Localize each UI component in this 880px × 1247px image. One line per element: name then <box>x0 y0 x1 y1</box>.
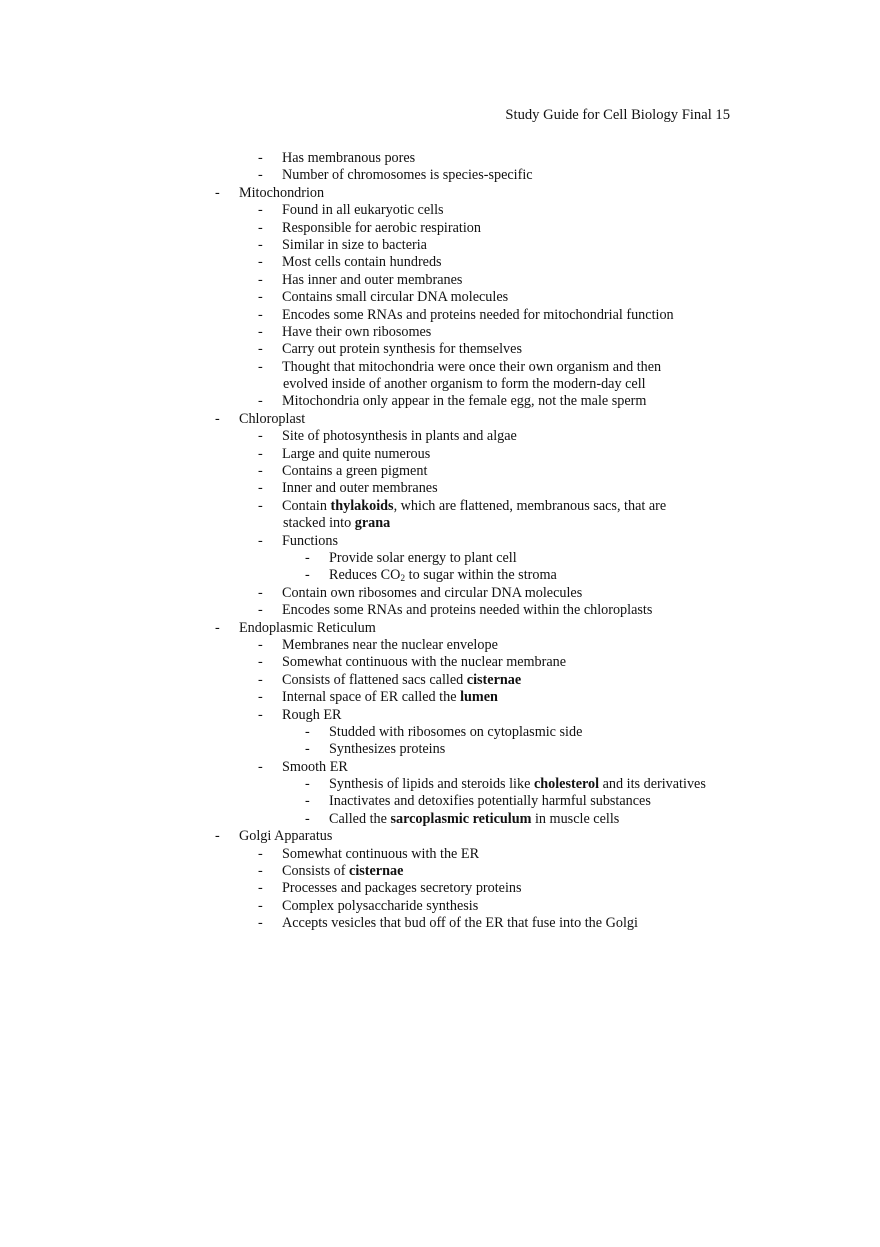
bullet-dash: - <box>258 323 263 340</box>
bullet-dash: - <box>258 358 263 375</box>
list-item-text: Inactivates and detoxifies potentially harmful substances <box>329 793 651 810</box>
bold-term: lumen <box>460 689 498 706</box>
list-item-level-2 <box>0 915 880 932</box>
list-item-text: Endoplasmic Reticulum <box>239 619 376 636</box>
list-item-text: Golgi Apparatus <box>239 828 333 845</box>
list-item-text: Responsible for aerobic respiration <box>282 219 481 236</box>
bullet-dash: - <box>258 306 263 323</box>
bullet-dash: - <box>215 184 220 201</box>
list-item-level-2 <box>0 689 880 706</box>
bullet-dash: - <box>305 793 310 810</box>
list-item-level-3 <box>0 550 880 567</box>
list-item-text <box>282 689 498 706</box>
list-item-level-2 <box>0 654 880 671</box>
bullet-dash: - <box>258 219 263 236</box>
bullet-dash: - <box>258 393 263 410</box>
bullet-dash: - <box>258 236 263 253</box>
list-item-text: Encodes some RNAs and proteins needed within the chloroplasts <box>282 602 653 619</box>
list-item-text: Thought that mitochondria were once their own organism and then <box>282 358 662 375</box>
bullet-dash: - <box>258 445 263 462</box>
bullet-dash: - <box>258 689 263 706</box>
list-item-text <box>282 672 521 689</box>
list-item-text: Accepts vesicles that bud off of the ER that fuse into the Golgi <box>282 915 638 932</box>
list-item-level-3 <box>0 724 880 741</box>
list-item-text: Studded with ribosomes on cytoplasmic side <box>329 723 583 740</box>
text-run: stacked into <box>283 515 355 532</box>
list-item-level-2 <box>0 272 880 289</box>
text-run: Called the <box>329 810 391 827</box>
bold-term: thylakoids <box>330 497 394 514</box>
list-item-level-2 <box>0 324 880 341</box>
list-item-level-2 <box>0 707 880 724</box>
bullet-dash: - <box>305 567 310 584</box>
list-item-level-2 <box>0 637 880 654</box>
bullet-dash: - <box>258 289 263 306</box>
bullet-dash: - <box>258 671 263 688</box>
list-item-text <box>329 811 619 828</box>
list-item-text: Site of photosynthesis in plants and algae <box>282 428 517 445</box>
text-run: , which are flattened, membranous sacs, that are <box>393 497 667 514</box>
list-item-level-3 <box>0 567 880 584</box>
bullet-dash: - <box>258 428 263 445</box>
list-item-text: Has membranous pores <box>282 150 416 166</box>
list-item-level-2 <box>0 167 880 184</box>
list-item-level-2 <box>0 150 880 167</box>
subscript: 2 <box>400 574 406 585</box>
bold-term: grana <box>354 515 391 532</box>
list-item-level-3 <box>0 793 880 810</box>
outline-list <box>0 150 880 933</box>
list-item-level-2 <box>0 759 880 776</box>
list-item-continuation <box>0 515 880 532</box>
text-run: in muscle cells <box>531 810 620 827</box>
bullet-dash: - <box>305 741 310 758</box>
list-item-level-2 <box>0 202 880 219</box>
list-item-text <box>282 863 403 880</box>
list-item-level-2 <box>0 220 880 237</box>
list-item-text: Chloroplast <box>239 410 306 427</box>
list-item-text: Synthesizes proteins <box>329 741 446 758</box>
list-item-level-2 <box>0 602 880 619</box>
list-item-level-2 <box>0 672 880 689</box>
list-item-text: Contains a green pigment <box>282 463 428 480</box>
list-item-level-3 <box>0 776 880 793</box>
text-run: to sugar within the stroma <box>405 567 557 584</box>
bold-term: cisternae <box>349 863 404 880</box>
list-item-level-1 <box>0 828 880 845</box>
list-item-level-2 <box>0 359 880 376</box>
text-run: Internal space of ER called the <box>282 689 461 706</box>
list-item-level-3 <box>0 811 880 828</box>
bullet-dash: - <box>258 654 263 671</box>
bullet-dash: - <box>258 706 263 723</box>
list-item-text <box>329 567 557 584</box>
text-run: Reduces CO <box>329 567 401 584</box>
list-item-text: Somewhat continuous with the ER <box>282 845 480 862</box>
list-item-text: Functions <box>282 532 338 549</box>
list-item-level-2 <box>0 880 880 897</box>
bold-term: sarcoplasmic reticulum <box>390 810 532 827</box>
list-item-text: Most cells contain hundreds <box>282 254 442 271</box>
list-item-text: Carry out protein synthesis for themselves <box>282 341 522 358</box>
list-item-text: Similar in size to bacteria <box>282 236 427 253</box>
list-item-text <box>283 515 390 532</box>
text-run: Synthesis of lipids and steroids like <box>329 776 534 793</box>
bullet-dash: - <box>258 897 263 914</box>
list-item-level-3 <box>0 741 880 758</box>
list-item-text: Inner and outer membranes <box>282 480 438 497</box>
text-run: and its derivatives <box>599 776 706 793</box>
list-item-text: Contain own ribosomes and circular DNA molecules <box>282 584 583 601</box>
list-item-level-2 <box>0 341 880 358</box>
list-item-level-1 <box>0 411 880 428</box>
list-item-level-2 <box>0 863 880 880</box>
bullet-dash: - <box>258 480 263 497</box>
list-item-text: Contains small circular DNA molecules <box>282 289 509 306</box>
list-item-text: Processes and packages secretory proteins <box>282 880 522 897</box>
bullet-dash: - <box>258 532 263 549</box>
list-item-level-2 <box>0 254 880 271</box>
list-item-text: Number of chromosomes is species-specific <box>282 167 533 184</box>
bullet-dash: - <box>258 845 263 862</box>
text-run: Consists of <box>282 863 350 880</box>
bullet-dash: - <box>258 915 263 932</box>
bullet-dash: - <box>305 776 310 793</box>
list-item-level-1 <box>0 185 880 202</box>
bullet-dash: - <box>258 584 263 601</box>
list-item-text: Rough ER <box>282 706 342 723</box>
bold-term: cholesterol <box>533 776 600 793</box>
list-item-text: Smooth ER <box>282 758 348 775</box>
bullet-dash: - <box>258 271 263 288</box>
bullet-dash: - <box>258 758 263 775</box>
list-item-level-2 <box>0 585 880 602</box>
list-item-level-2 <box>0 237 880 254</box>
bullet-dash: - <box>258 202 263 219</box>
list-item-text <box>329 776 706 793</box>
bullet-dash: - <box>258 463 263 480</box>
list-item-text: Have their own ribosomes <box>282 323 432 340</box>
list-item-level-2 <box>0 428 880 445</box>
list-item-text: Membranes near the nuclear envelope <box>282 636 498 653</box>
list-item-text: Encodes some RNAs and proteins needed for mitochondrial function <box>282 306 674 323</box>
bullet-dash: - <box>258 341 263 358</box>
list-item-level-2 <box>0 898 880 915</box>
bullet-dash: - <box>215 410 220 427</box>
list-item-text: evolved inside of another organism to form the modern-day cell <box>283 376 646 393</box>
list-item-level-2 <box>0 289 880 306</box>
list-item-level-2 <box>0 393 880 410</box>
bullet-dash: - <box>258 880 263 897</box>
list-item-level-2 <box>0 498 880 515</box>
list-item-text: Large and quite numerous <box>282 445 431 462</box>
list-item-text: Found in all eukaryotic cells <box>282 202 444 219</box>
bullet-dash: - <box>258 497 263 514</box>
page-header: Study Guide for Cell Biology Final 15 <box>505 107 730 123</box>
list-item-level-2 <box>0 446 880 463</box>
list-item-level-2 <box>0 480 880 497</box>
text-run: Consists of flattened sacs called <box>282 671 467 688</box>
list-item-continuation <box>0 376 880 393</box>
list-item-level-2 <box>0 846 880 863</box>
bullet-dash: - <box>305 549 310 566</box>
list-item-level-2 <box>0 533 880 550</box>
list-item-text: Complex polysaccharide synthesis <box>282 897 479 914</box>
bold-term: cisternae <box>466 671 522 688</box>
bullet-dash: - <box>258 636 263 653</box>
bullet-dash: - <box>215 828 220 845</box>
list-item-level-2 <box>0 463 880 480</box>
list-item-text: Mitochondrion <box>239 184 325 201</box>
list-item-text: Somewhat continuous with the nuclear membrane <box>282 654 567 671</box>
bullet-dash: - <box>258 863 263 880</box>
bullet-dash: - <box>305 810 310 827</box>
list-item-level-1 <box>0 620 880 637</box>
bullet-dash: - <box>258 602 263 619</box>
bullet-dash: - <box>305 723 310 740</box>
list-item-text: Mitochondria only appear in the female egg, not the male sperm <box>282 393 647 410</box>
bullet-dash: - <box>258 150 263 166</box>
list-item-text: Provide solar energy to plant cell <box>329 549 517 566</box>
list-item-level-2 <box>0 307 880 324</box>
list-item-text <box>282 498 666 515</box>
bullet-dash: - <box>258 254 263 271</box>
bullet-dash: - <box>258 167 263 184</box>
text-run: Contain <box>282 497 331 514</box>
bullet-dash: - <box>215 619 220 636</box>
list-item-text: Has inner and outer membranes <box>282 271 463 288</box>
